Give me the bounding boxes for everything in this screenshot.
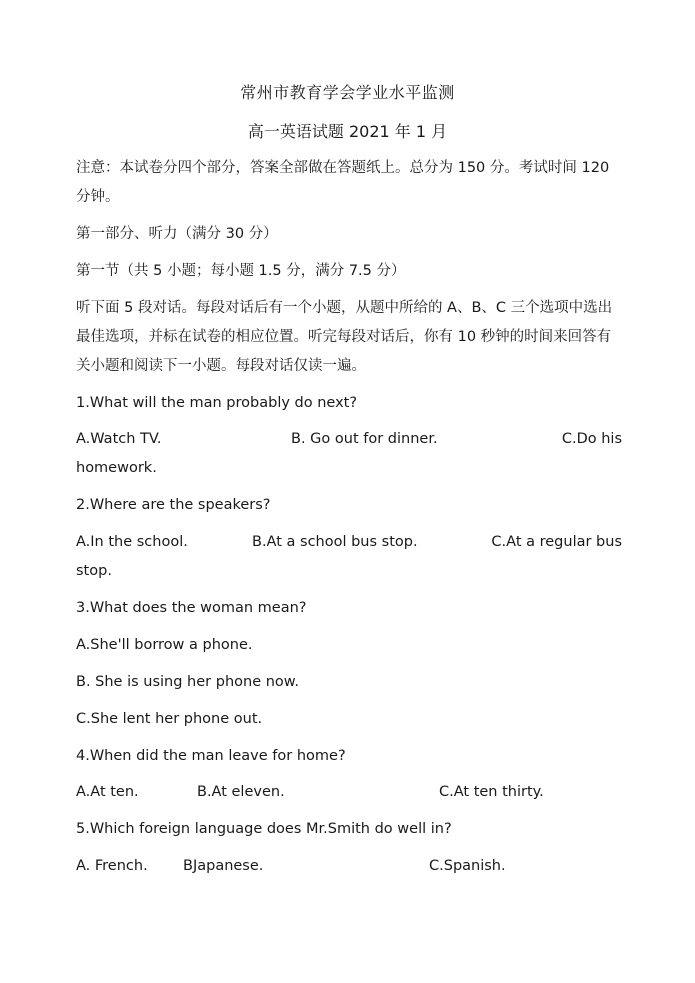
section-heading: 第一节（共 5 小题；每小题 1.5 分，满分 7.5 分）: [76, 263, 406, 279]
notice-line-1: 注意：本试卷分四个部分，答案全部做在答题纸上。总分为 150 分。考试时间 120: [76, 160, 610, 176]
question-3-option-b: B. She is using her phone now.: [76, 674, 299, 690]
question-1-option-c-continued: homework.: [76, 460, 157, 476]
question-3-option-a: A.She'll borrow a phone.: [76, 637, 253, 653]
question-1-option-b: B. Go out for dinner.: [291, 431, 438, 447]
question-1-option-c: C.Do his: [561, 431, 622, 447]
instructions-line-2: 最佳选项，并标在试卷的相应位置。听完每段对话后，你有 10 秒钟的时间来回答有: [76, 329, 612, 345]
question-5-options: [76, 852, 622, 881]
question-5-option-a: A. French.: [76, 858, 148, 874]
question-5-option-b: BJapanese.: [183, 858, 264, 874]
question-4-option-a: A.At ten.: [76, 784, 139, 800]
instructions-line-3: 关小题和阅读下一小题。每段对话仅读一遍。: [76, 358, 366, 374]
question-2-options: [76, 528, 622, 557]
question-4-options: [76, 778, 622, 807]
question-4-option-c: C.At ten thirty.: [439, 784, 544, 800]
question-2-option-c-continued: stop.: [76, 563, 112, 579]
question-5-option-c: C.Spanish.: [429, 858, 506, 874]
question-3-option-c: C.She lent her phone out.: [76, 711, 263, 727]
question-3-stem: 3.What does the woman mean?: [76, 600, 307, 616]
question-4-stem: 4.When did the man leave for home?: [76, 748, 346, 764]
question-2-option-a: A.In the school.: [76, 534, 188, 550]
instructions-line-1: 听下面 5 段对话。每段对话后有一个小题，从题中所给的 A、B、C 三个选项中选出: [76, 300, 613, 316]
question-1-stem: 1.What will the man probably do next?: [76, 395, 358, 411]
question-5-stem: 5.Which foreign language does Mr.Smith do well in?: [76, 821, 452, 837]
question-1-options: [76, 425, 622, 454]
question-2-option-b: B.At a school bus stop.: [252, 534, 418, 550]
exam-title: 高一英语试题 2021 年 1 月: [247, 122, 448, 141]
question-1-option-a: A.Watch TV.: [76, 431, 162, 447]
question-2-option-c: C.At a regular bus: [491, 534, 622, 550]
org-title: 常州市教育学会学业水平监测: [240, 83, 455, 102]
notice-line-2: 分钟。: [76, 189, 120, 205]
question-2-stem: 2.Where are the speakers?: [76, 497, 271, 513]
part-heading: 第一部分、听力（满分 30 分）: [76, 226, 278, 242]
question-4-option-b: B.At eleven.: [197, 784, 285, 800]
